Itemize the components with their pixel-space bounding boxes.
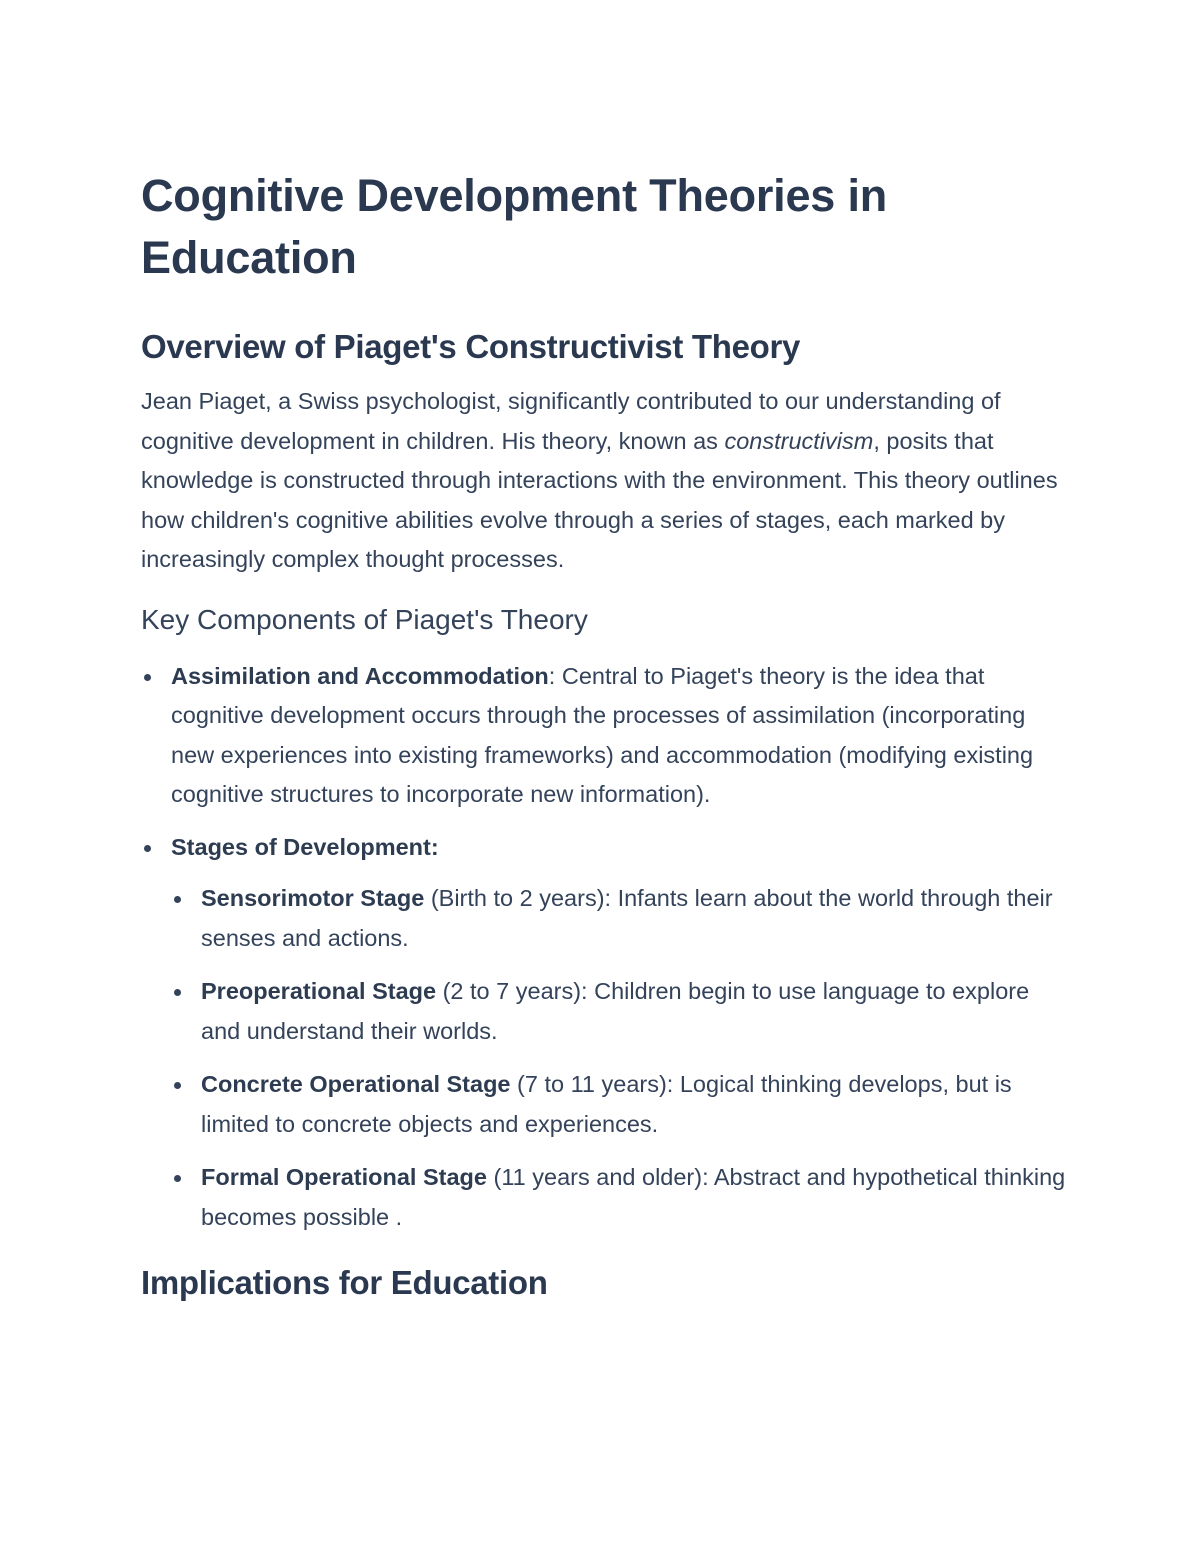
bullet-icon	[144, 845, 151, 852]
stage-term: Concrete Operational Stage	[201, 1071, 511, 1097]
stage-text: (Birth to 2 years): Infants learn about the world through their senses and actions.	[201, 885, 1053, 951]
stage-item	[171, 972, 1071, 1051]
section-heading-overview: Overview of Piaget's Constructivist Theory	[141, 328, 801, 365]
list-item-term: Assimilation and Accommodation	[171, 662, 549, 689]
stage-text: (7 to 11 years): Logical thinking develops, but is limited to concrete objects and experiences.	[201, 1071, 1012, 1137]
stage-term: Sensorimotor Stage	[201, 885, 425, 911]
stages-list	[171, 879, 1071, 1237]
stage-item	[171, 879, 1071, 958]
bullet-icon	[174, 1082, 181, 1089]
list-item-term: Stages of Development	[171, 833, 431, 860]
list-item	[141, 657, 1071, 815]
paragraph-text-start: Jean Piaget, a Swiss psychologist, significantly contributed to our understanding of cognitive development in children. His theory, known as	[141, 388, 1001, 454]
page-title: Cognitive Development Theories in Education	[141, 170, 888, 283]
list-item-text: :	[430, 833, 439, 860]
key-components-list	[141, 657, 1071, 1238]
stage-term: Formal Operational Stage	[201, 1164, 487, 1190]
subheading-key-components: Key Components of Piaget's Theory	[141, 603, 588, 635]
bullet-icon	[174, 989, 181, 996]
stage-text: (11 years and older): Abstract and hypothetical thinking becomes possible .	[201, 1164, 1066, 1230]
section-heading-implications: Implications for Education	[141, 1264, 548, 1301]
paragraph-italic-term: constructivism	[724, 427, 874, 454]
stage-term: Preoperational Stage	[201, 978, 437, 1004]
document-page	[141, 165, 1071, 1305]
bullet-icon	[174, 1175, 181, 1182]
bullet-icon	[144, 674, 151, 681]
stage-text: (2 to 7 years): Children begin to use language to explore and understand their worlds.	[201, 978, 1030, 1044]
overview-paragraph	[141, 382, 1071, 580]
stage-item	[171, 1158, 1071, 1237]
stage-item	[171, 1065, 1071, 1144]
paragraph-text-end: , posits that knowledge is constructed through interactions with the environment. This theory outlines how children's cognitive abilities evolve through a series of stages, each marked by increasingly complex thought processes.	[141, 427, 1058, 572]
list-item-text: : Central to Piaget's theory is the idea that cognitive development occurs through the processes of assimilation (incorporating new experiences into existing frameworks) and accommodation (modifying existing cognitive structures to incorporate new information).	[171, 662, 1034, 807]
list-item	[141, 828, 1071, 1238]
bullet-icon	[174, 896, 181, 903]
